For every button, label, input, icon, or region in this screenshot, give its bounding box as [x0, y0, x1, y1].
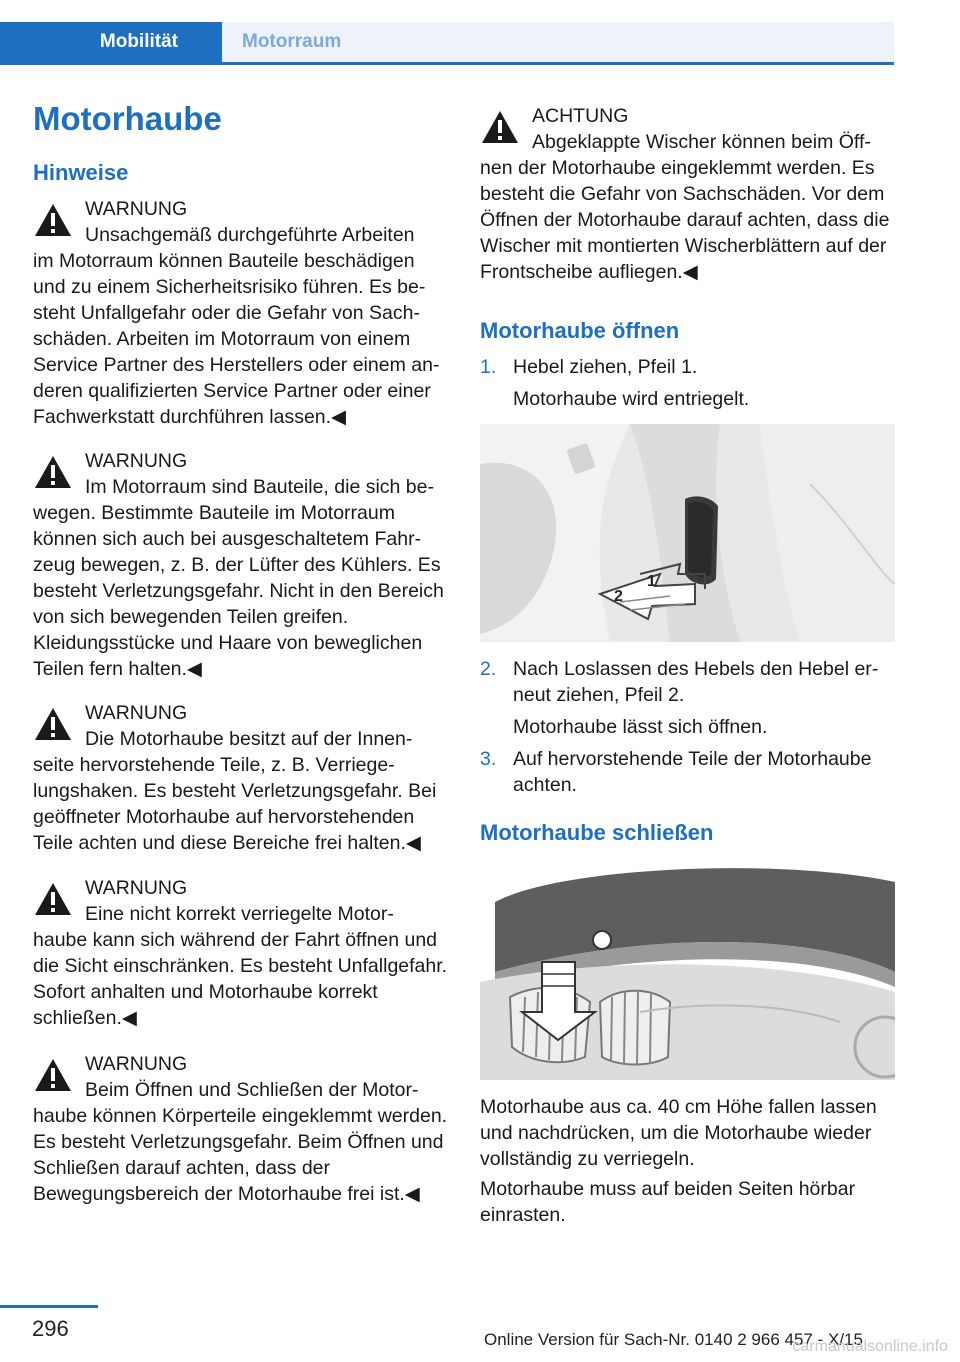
warning-body: seite hervorstehende Teile, z. B. Verriegelungshaken. Es besteht Verletzungsgefahr. Bei geöffneter Motorhaube auf hervorstehenden Teile achten und diese Bereiche frei halten.◀	[33, 754, 437, 854]
step-2	[480, 656, 895, 740]
step-number: 1.	[480, 356, 497, 378]
watermark: carmanualsonline.info	[792, 1338, 948, 1355]
warning-title: WARNUNG	[85, 198, 188, 220]
page-number: 296	[32, 1316, 69, 1341]
warning-block-2	[33, 448, 448, 682]
warning-first-line: Beim Öffnen und Schließen der Motor‐	[85, 1079, 419, 1101]
hood-closing-figure	[480, 862, 895, 1080]
warning-block-4	[33, 875, 448, 1031]
close-note: Motorhaube muss auf beiden Seiten hörbar einrasten.	[480, 1178, 856, 1226]
warning-icon	[33, 706, 73, 742]
warning-icon	[33, 202, 73, 238]
warning-first-line: Im Motorraum sind Bauteile, die sich be‐	[85, 476, 434, 498]
warning-first-line: Unsachgemäß durchgeführte Arbeiten	[85, 224, 415, 246]
hood-lever-figure	[480, 424, 895, 642]
warning-body: haube kann sich während der Fahrt öffnen und die Sicht einschränken. Es besteht Unfallgefahr. Sofort anhalten und Motorhaube korrekt schließen.◀	[33, 929, 448, 1029]
step-number: 3.	[480, 748, 497, 770]
step-text: Nach Loslassen des Hebels den Hebel erneut ziehen, Pfeil 2.	[513, 658, 879, 706]
arrow-label-1: 1	[647, 573, 656, 590]
header-tabs	[0, 22, 894, 65]
warning-body: wegen. Bestimmte Bauteile im Motorraum können sich auch bei ausgeschaltetem Fahrzeug bewegen, z. B. der Lüfter des Kühlers. Es besteht Verletzungsgefahr. Nicht in den Bereich von sich bewegenden Teilen greifen. Kleidungsstücke und Haare von beweglichen Teilen fern halten.◀	[33, 502, 444, 680]
warning-first-line: Die Motorhaube besitzt auf der Innen‐	[85, 728, 413, 750]
warning-icon	[33, 1057, 73, 1093]
section-close: Motorhaube schließen	[480, 820, 714, 845]
section-open: Motorhaube öffnen	[480, 318, 680, 343]
caution-block	[480, 103, 895, 285]
page-title: Motorhaube	[33, 100, 222, 137]
warning-title: WARNUNG	[85, 450, 188, 472]
warning-body: im Motorraum können Bauteile beschädigen und zu einem Sicherheitsrisiko führen. Es besteht Unfallgefahr oder die Gefahr von Sachschäden. Arbeiten im Motorraum von einem Service Partner des Herstellers oder einem anderen qualifizierten Service Partner oder einer Fachwerkstatt durchführen lassen.◀	[33, 250, 440, 428]
step-result: Motorhaube lässt sich öffnen.	[513, 716, 768, 738]
tab-mobilitaet[interactable]: Mobilität	[0, 22, 222, 62]
warning-body: haube können Körperteile eingeklemmt werden. Es besteht Verletzungsgefahr. Beim Öffnen und Schließen darauf achten, dass der Bewegungsbereich der Motorhaube frei ist.◀	[33, 1105, 448, 1205]
warning-title: WARNUNG	[85, 877, 188, 899]
step-text: Hebel ziehen, Pfeil 1.	[513, 356, 698, 378]
step-1	[480, 354, 895, 412]
tab-motorraum[interactable]: Motorraum	[222, 22, 894, 62]
warning-icon	[33, 881, 73, 917]
warning-icon	[33, 454, 73, 490]
warning-block-3	[33, 700, 448, 856]
section-hinweise: Hinweise	[33, 160, 129, 185]
step-3	[480, 746, 895, 798]
caution-first-line: Abgeklappte Wischer können beim Öff‐	[532, 131, 871, 153]
caution-body: nen der Motorhaube eingeklemmt werden. Es besteht die Gefahr von Sachschäden. Vor dem Öffnen der Motorhaube darauf achten, dass die Wischer mit montierten Wischerblättern auf der Frontscheibe aufliegen.◀	[480, 157, 890, 283]
warning-icon	[480, 109, 520, 145]
step-result: Motorhaube wird entriegelt.	[513, 388, 750, 410]
warning-title: WARNUNG	[85, 1053, 188, 1075]
warning-title: WARNUNG	[85, 702, 188, 724]
footer-version: Online Version für Sach-Nr. 0140 2 966 457 - X/15	[484, 1330, 863, 1349]
arrow-label-2: 2	[614, 588, 623, 605]
step-number: 2.	[480, 658, 497, 680]
step-text: Auf hervorstehende Teile der Motorhaube achten.	[513, 748, 872, 796]
footer-accent-line	[0, 1305, 98, 1308]
warning-block-1	[33, 196, 448, 430]
warning-block-5	[33, 1051, 448, 1207]
warning-first-line: Eine nicht korrekt verriegelte Motor‐	[85, 903, 394, 925]
close-instructions: Motorhaube aus ca. 40 cm Höhe fallen lassen und nachdrücken, um die Motorhaube wieder vollständig zu verriegeln.	[480, 1096, 877, 1170]
caution-title: ACHTUNG	[532, 105, 629, 127]
